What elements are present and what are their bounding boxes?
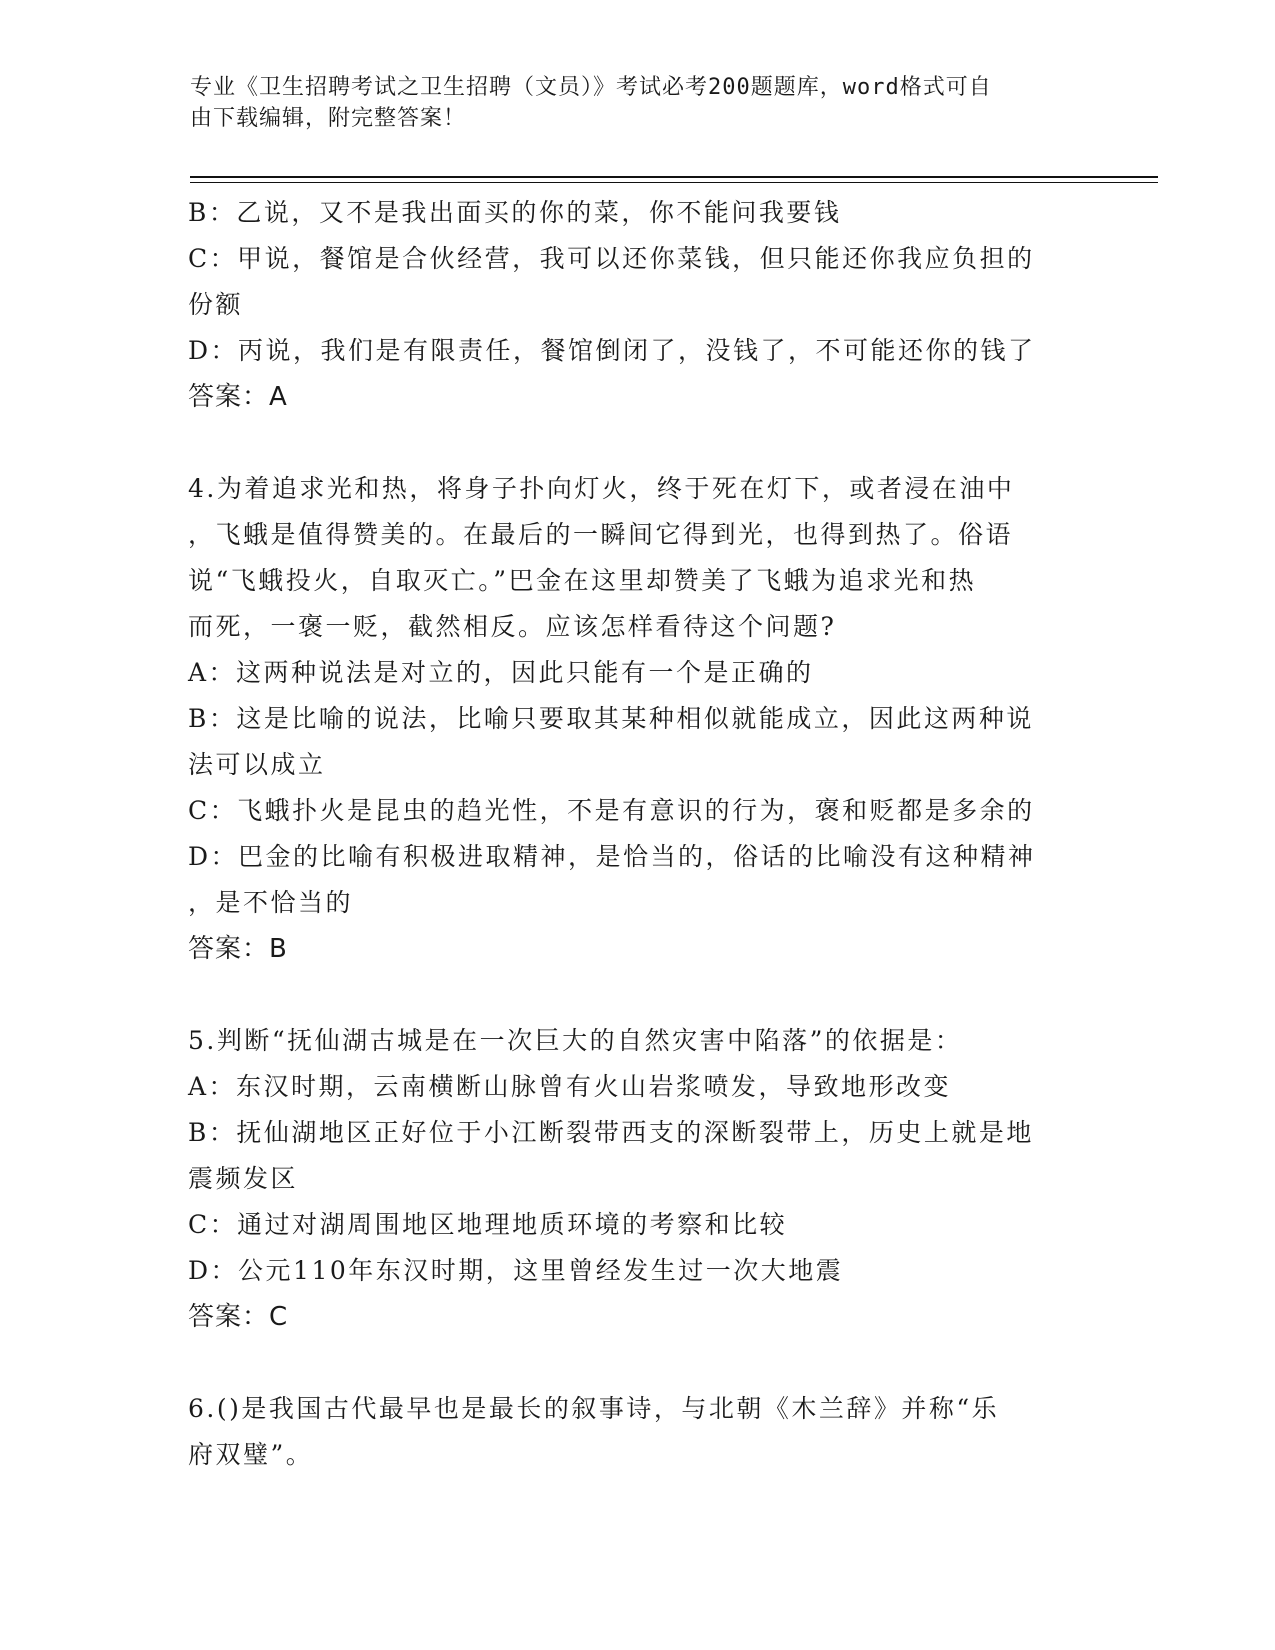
- question-5-block: [188, 1018, 1068, 1340]
- question-text: 说“飞蛾投火，自取灭亡。”巴金在这里却赞美了飞蛾为追求光和热: [188, 566, 977, 595]
- question-text: 5.判断“抚仙湖古城是在一次巨大的自然灾害中陷落”的依据是：: [188, 1026, 963, 1055]
- option-a: A：东汉时期，云南横断山脉曾有火山岩浆喷发，导致地形改变: [188, 1072, 952, 1101]
- answer: 答案：A: [188, 382, 288, 412]
- question-4-block: [188, 466, 1068, 972]
- question-3-block: [188, 190, 1068, 420]
- option-d: D：公元110年东汉时期，这里曾经发生过一次大地震: [188, 1256, 844, 1285]
- option-b-continued: 震频发区: [188, 1164, 299, 1193]
- option-b: B：乙说，又不是我出面买的你的菜，你不能问我要钱: [188, 198, 842, 227]
- header-rule-thick: [190, 176, 1158, 178]
- question-6-block: [188, 1386, 1068, 1478]
- spacer: [188, 1340, 1068, 1386]
- option-d: D：丙说，我们是有限责任，餐馆倒闭了，没钱了，不可能还你的钱了: [188, 336, 1036, 365]
- option-d-continued: ，是不恰当的: [188, 888, 354, 917]
- answer: 答案：C: [188, 1302, 289, 1332]
- header-rule-thin: [190, 182, 1158, 183]
- question-text: 而死，一褒一贬，截然相反。应该怎样看待这个问题?: [188, 612, 837, 641]
- header-line-2: 由下载编辑，附完整答案！: [190, 106, 467, 131]
- question-text: 府双璧”。: [188, 1440, 314, 1469]
- option-a: A：这两种说法是对立的，因此只能有一个是正确的: [188, 658, 814, 687]
- option-c-continued: 份额: [188, 290, 244, 319]
- spacer: [188, 972, 1068, 1018]
- option-b: B：抚仙湖地区正好位于小江断裂带西支的深断裂带上，历史上就是地: [188, 1118, 1034, 1147]
- option-c: C：飞蛾扑火是昆虫的趋光性，不是有意识的行为，褒和贬都是多余的: [188, 796, 1035, 825]
- option-c: C：甲说，餐馆是合伙经营，我可以还你菜钱，但只能还你我应负担的: [188, 244, 1035, 273]
- answer: 答案：B: [188, 934, 288, 964]
- option-b-continued: 法可以成立: [188, 750, 326, 779]
- header-line-1: 专业《卫生招聘考试之卫生招聘（文员）》考试必考200题题库，word格式可自: [190, 75, 992, 100]
- option-d: D：巴金的比喻有积极进取精神，是恰当的，俗话的比喻没有这种精神: [188, 842, 1036, 871]
- option-b: B：这是比喻的说法，比喻只要取其某种相似就能成立，因此这两种说: [188, 704, 1034, 733]
- question-text: ，飞蛾是值得赞美的。在最后的一瞬间它得到光，也得到热了。俗语: [188, 520, 1014, 549]
- option-c: C：通过对湖周围地区地理地质环境的考察和比较: [188, 1210, 788, 1239]
- document-body: [188, 190, 1068, 1478]
- question-text: 6.()是我国古代最早也是最长的叙事诗，与北朝《木兰辞》并称“乐: [188, 1394, 1000, 1423]
- question-text: 4.为着追求光和热，将身子扑向灯火，终于死在灯下，或者浸在油中: [188, 474, 1015, 503]
- spacer: [188, 420, 1068, 466]
- page-header: [190, 72, 1070, 134]
